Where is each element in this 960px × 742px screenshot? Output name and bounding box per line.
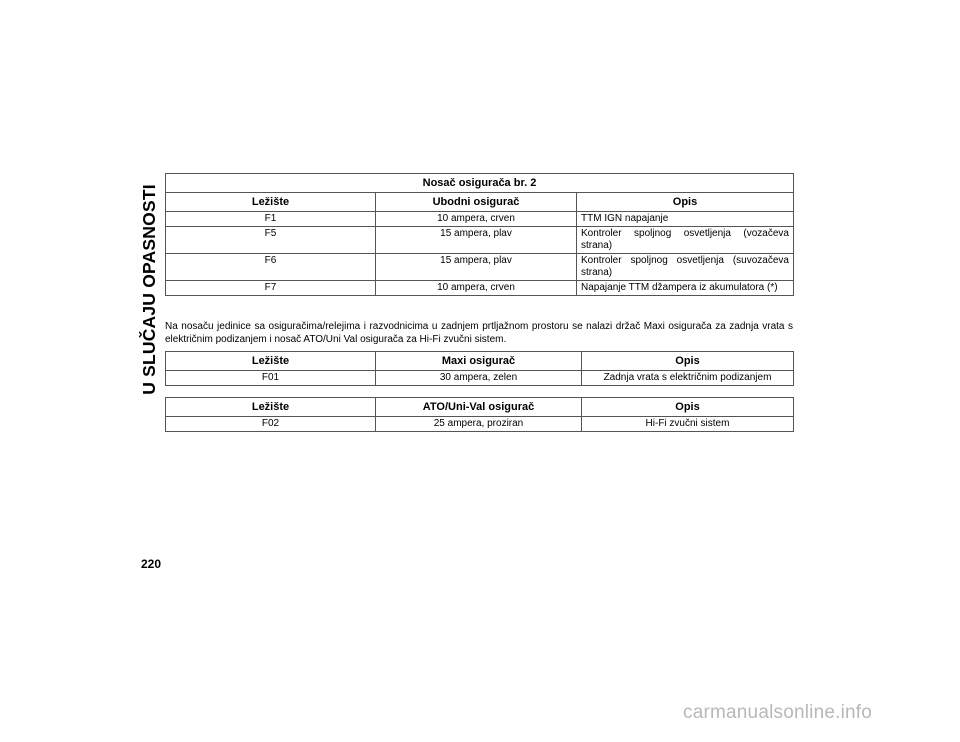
table-row — [166, 254, 794, 281]
fuse-table-holder-2 — [165, 173, 794, 296]
header-blade-fuse: Ubodni osigurač — [376, 193, 577, 212]
ato-fuse-table — [165, 397, 794, 432]
cell-cavity: F5 — [166, 227, 376, 254]
cell-description: Zadnja vrata s električnim podizanjem — [582, 371, 794, 386]
cell-description: Napajanje TTM džampera iz akumulatora (*) — [577, 281, 794, 296]
table-header-row — [166, 352, 794, 371]
cell-cavity: F1 — [166, 212, 376, 227]
table-row — [166, 371, 794, 386]
cell-description: Kontroler spoljnog osvetljenja (suvozačeva strana) — [577, 254, 794, 281]
table-title: Nosač osigurača br. 2 — [166, 174, 794, 193]
header-description: Opis — [582, 352, 794, 371]
maxi-fuse-table — [165, 351, 794, 386]
watermark: carmanualsonline.info — [683, 702, 873, 723]
table-row — [166, 281, 794, 296]
table-title-row — [166, 174, 794, 193]
table-header-row — [166, 193, 794, 212]
body-paragraph: Na nosaču jedinice sa osiguračima/relejima i razvodnicima u zadnjem prtljažnom prostoru se nalazi držač Maxi osigurača za zadnja vrata s električnim podizanjem i nosač ATO/Uni Val osigurača za Hi-Fi zvučni sistem. — [165, 321, 793, 345]
cell-cavity: F01 — [166, 371, 376, 386]
header-description: Opis — [582, 398, 794, 417]
cell-fuse: 10 ampera, crven — [376, 281, 577, 296]
cell-fuse: 10 ampera, crven — [376, 212, 577, 227]
section-side-title-text: U SLUČAJU OPASNOSTI — [138, 183, 159, 395]
cell-description: Hi-Fi zvučni sistem — [582, 417, 794, 432]
header-cavity: Ležište — [166, 193, 376, 212]
header-cavity: Ležište — [166, 398, 376, 417]
cell-cavity: F02 — [166, 417, 376, 432]
page-number: 220 — [141, 557, 162, 571]
cell-description: TTM IGN napajanje — [577, 212, 794, 227]
cell-fuse: 25 ampera, proziran — [376, 417, 582, 432]
cell-fuse: 15 ampera, plav — [376, 227, 577, 254]
section-side-title — [131, 173, 167, 405]
cell-fuse: 15 ampera, plav — [376, 254, 577, 281]
table-row — [166, 212, 794, 227]
header-cavity: Ležište — [166, 352, 376, 371]
table-header-row — [166, 398, 794, 417]
header-ato-fuse: ATO/Uni-Val osigurač — [376, 398, 582, 417]
cell-cavity: F6 — [166, 254, 376, 281]
cell-description: Kontroler spoljnog osvetljenja (vozačeva strana) — [577, 227, 794, 254]
header-maxi-fuse: Maxi osigurač — [376, 352, 582, 371]
cell-fuse: 30 ampera, zelen — [376, 371, 582, 386]
header-description: Opis — [577, 193, 794, 212]
table-row — [166, 227, 794, 254]
cell-cavity: F7 — [166, 281, 376, 296]
table-row — [166, 417, 794, 432]
